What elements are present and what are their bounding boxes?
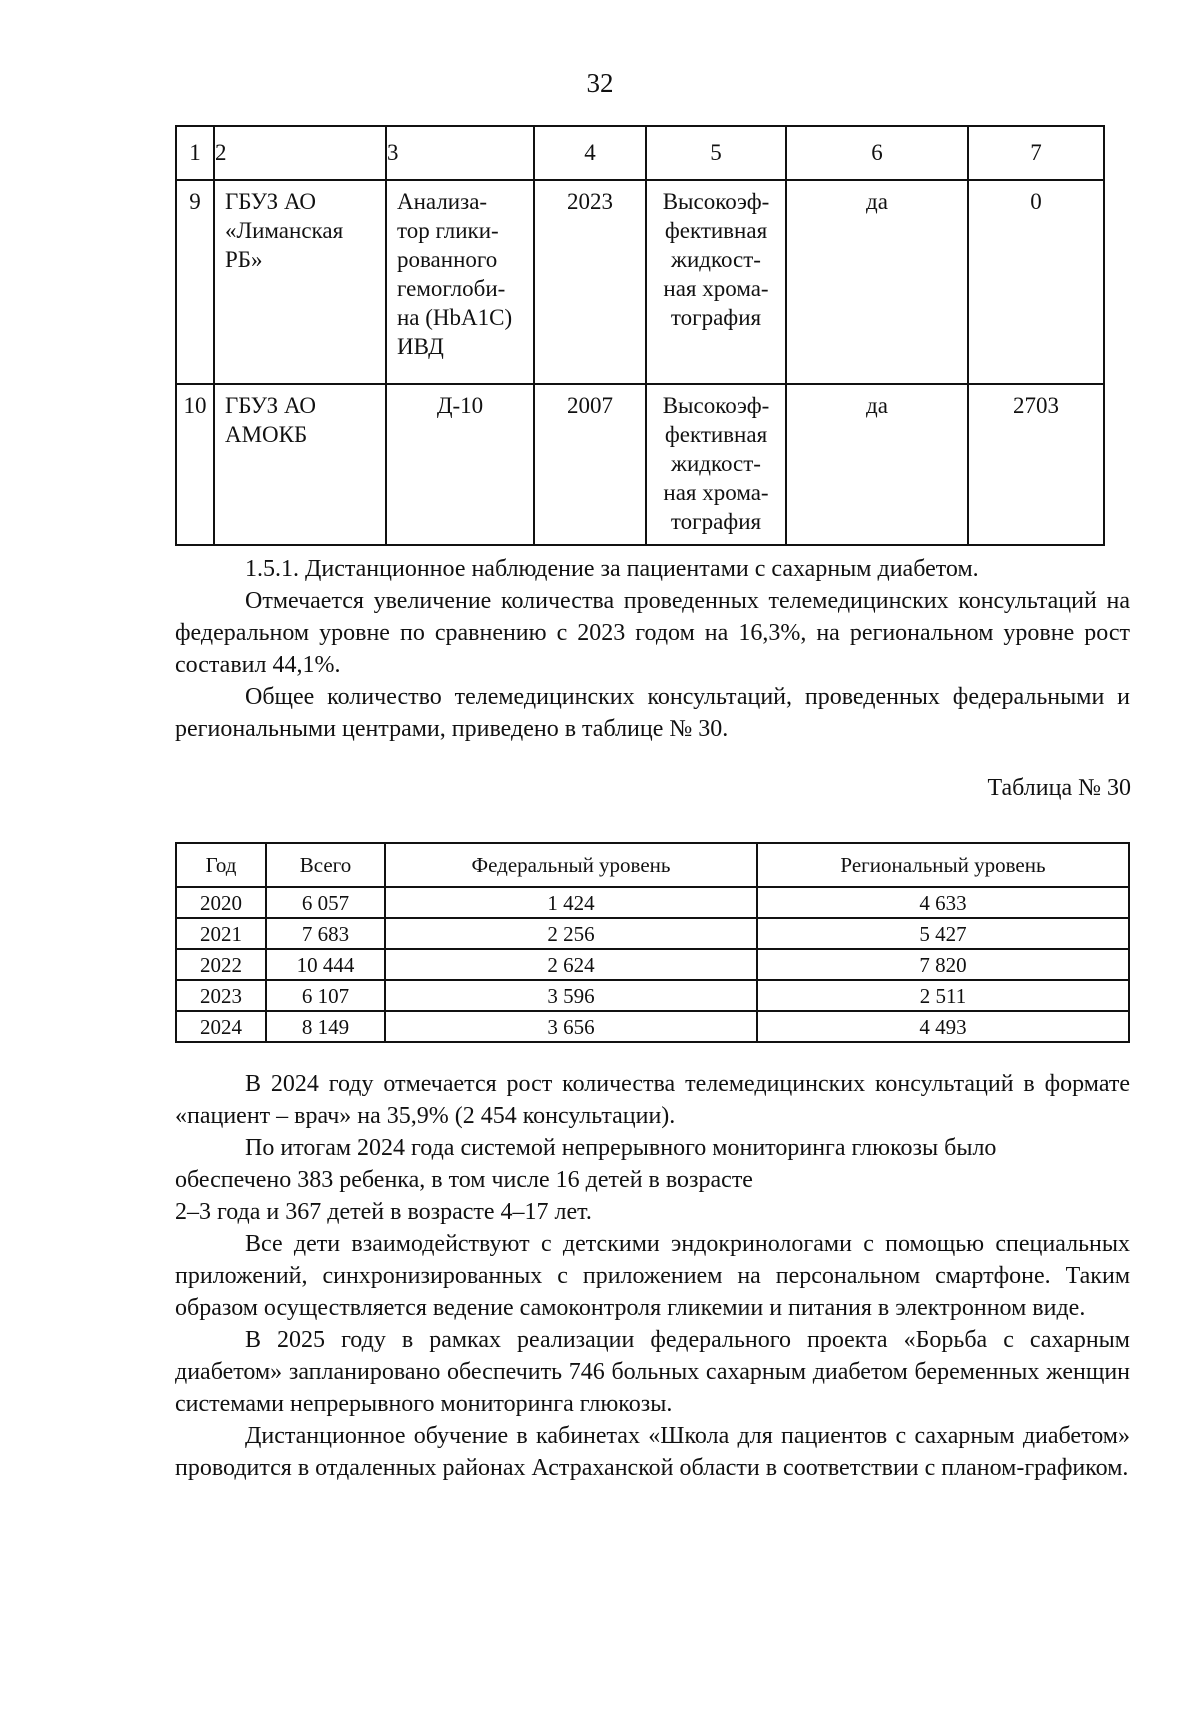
year-cell: 2007 bbox=[534, 384, 646, 545]
cell-line: фективная bbox=[664, 218, 768, 243]
table-cell: 2 511 bbox=[757, 980, 1129, 1011]
header-cell: Всего bbox=[266, 843, 385, 887]
table-row bbox=[176, 180, 1104, 384]
table-cell: 7 683 bbox=[266, 918, 385, 949]
cell-line: ная хрома- bbox=[663, 480, 769, 505]
paragraph: Все дети взаимодействуют с детскими эндокринологами с помощью специальных приложений, синхронизированных с приложением на персональном смартфоне. Таким образом осуществляется ведение самоконтроля гликемии и питания в электронном виде. bbox=[175, 1231, 1130, 1321]
cell-line: тор глики- bbox=[397, 218, 499, 243]
organization-cell bbox=[214, 180, 386, 384]
table-cell: 2023 bbox=[176, 980, 266, 1011]
table-cell: 2024 bbox=[176, 1011, 266, 1042]
table-row bbox=[176, 1011, 1129, 1042]
paragraph-line: 2–3 года и 367 детей в возрасте 4–17 лет. bbox=[175, 1199, 592, 1225]
table-cell: 6 057 bbox=[266, 887, 385, 918]
cell-line: АМОКБ bbox=[225, 422, 308, 447]
cell-line: тография bbox=[670, 509, 762, 534]
device-cell bbox=[386, 384, 534, 545]
text-section-2 bbox=[175, 1068, 1130, 1484]
table-cell: 1 424 bbox=[385, 887, 757, 918]
header-cell: 4 bbox=[534, 126, 646, 180]
cell-line: Высокоэф- bbox=[662, 189, 770, 214]
table-cell: 6 107 bbox=[266, 980, 385, 1011]
table-header-row bbox=[176, 126, 1104, 180]
table-cell: 4 493 bbox=[757, 1011, 1129, 1042]
table-row bbox=[176, 949, 1129, 980]
table-cell: 4 633 bbox=[757, 887, 1129, 918]
cell-line: ГБУЗ АО bbox=[225, 393, 317, 418]
paragraph: В 2024 году отмечается рост количества телемедицинских консультаций в формате «пациент – врач» на 35,9% (2 454 консультации). bbox=[175, 1071, 1130, 1129]
device-cell bbox=[386, 180, 534, 384]
header-cell: 5 bbox=[646, 126, 786, 180]
text-section-1 bbox=[175, 585, 1130, 745]
table-cell: 2022 bbox=[176, 949, 266, 980]
cell-line: жидкост- bbox=[671, 451, 761, 476]
row-number: 10 bbox=[176, 384, 214, 545]
cell-line: рованного bbox=[397, 247, 498, 272]
table-row bbox=[176, 384, 1104, 545]
header-cell: 3 bbox=[386, 126, 534, 180]
section-heading-block bbox=[175, 553, 1130, 585]
available-cell: да bbox=[786, 180, 968, 384]
table-header-row bbox=[176, 843, 1129, 887]
cell-line: ная хрома- bbox=[663, 276, 769, 301]
table-cell: 3 656 bbox=[385, 1011, 757, 1042]
count-cell: 2703 bbox=[968, 384, 1104, 545]
paragraph: Общее количество телемедицинских консультаций, проведенных федеральными и региональными центрами, приведено в таблице № 30. bbox=[175, 684, 1130, 742]
header-cell: Год bbox=[176, 843, 266, 887]
paragraph-line: обеспечено 383 ребенка, в том числе 16 детей в возрасте bbox=[175, 1167, 753, 1193]
table-row bbox=[176, 918, 1129, 949]
cell-line: Д-10 bbox=[436, 393, 484, 418]
header-cell: 7 bbox=[968, 126, 1104, 180]
method-cell bbox=[646, 384, 786, 545]
cell-line: ИВД bbox=[397, 334, 444, 359]
count-cell: 0 bbox=[968, 180, 1104, 384]
paragraph: Дистанционное обучение в кабинетах «Школа для пациентов с сахарным диабетом» проводится в отдаленных районах Астраханской области в соответствии с планом-графиком. bbox=[175, 1423, 1130, 1481]
equipment-table bbox=[175, 125, 1105, 546]
method-cell bbox=[646, 180, 786, 384]
header-cell: 1 bbox=[176, 126, 214, 180]
table-row bbox=[176, 980, 1129, 1011]
table-cell: 7 820 bbox=[757, 949, 1129, 980]
header-cell: Федеральный уровень bbox=[385, 843, 757, 887]
cell-line: ГБУЗ АО bbox=[225, 189, 317, 214]
telemedicine-table bbox=[175, 842, 1130, 1043]
page-number: 32 bbox=[586, 68, 614, 98]
cell-line: фективная bbox=[664, 422, 768, 447]
table-cell: 5 427 bbox=[757, 918, 1129, 949]
organization-cell bbox=[214, 384, 386, 545]
header-cell: 2 bbox=[214, 126, 386, 180]
cell-line: «Лиманская bbox=[225, 218, 344, 243]
table-cell: 2 624 bbox=[385, 949, 757, 980]
table-cell: 2020 bbox=[176, 887, 266, 918]
header-cell: 6 bbox=[786, 126, 968, 180]
cell-line: РБ» bbox=[225, 247, 263, 272]
year-cell: 2023 bbox=[534, 180, 646, 384]
cell-line: жидкост- bbox=[671, 247, 761, 272]
table-caption: Таблица № 30 bbox=[987, 775, 1131, 801]
cell-line: тография bbox=[670, 305, 762, 330]
table-cell: 10 444 bbox=[266, 949, 385, 980]
cell-line: гемоглоби- bbox=[397, 276, 506, 301]
paragraph-line: По итогам 2024 года системой непрерывного мониторинга глюкозы было bbox=[245, 1135, 997, 1161]
paragraph: В 2025 году в рамках реализации федерального проекта «Борьба с сахарным диабетом» запланировано обеспечить 746 больных сахарным диабетом беременных женщин системами непрерывного мониторинга глюкозы. bbox=[175, 1327, 1130, 1417]
cell-line: Анализа- bbox=[397, 189, 488, 214]
table-cell: 2021 bbox=[176, 918, 266, 949]
row-number: 9 bbox=[176, 180, 214, 384]
table-row bbox=[176, 887, 1129, 918]
table-cell: 3 596 bbox=[385, 980, 757, 1011]
table-cell: 2 256 bbox=[385, 918, 757, 949]
table-cell: 8 149 bbox=[266, 1011, 385, 1042]
available-cell: да bbox=[786, 384, 968, 545]
section-heading: 1.5.1. Дистанционное наблюдение за пациентами с сахарным диабетом. bbox=[245, 556, 979, 582]
cell-line: Высокоэф- bbox=[662, 393, 770, 418]
header-cell: Региональный уровень bbox=[757, 843, 1129, 887]
paragraph: Отмечается увеличение количества проведенных телемедицинских консультаций на федеральном уровне по сравнению с 2023 годом на 16,3%, на региональном уровне рост составил 44,1%. bbox=[175, 588, 1130, 678]
cell-line: на (HbA1C) bbox=[397, 305, 513, 330]
